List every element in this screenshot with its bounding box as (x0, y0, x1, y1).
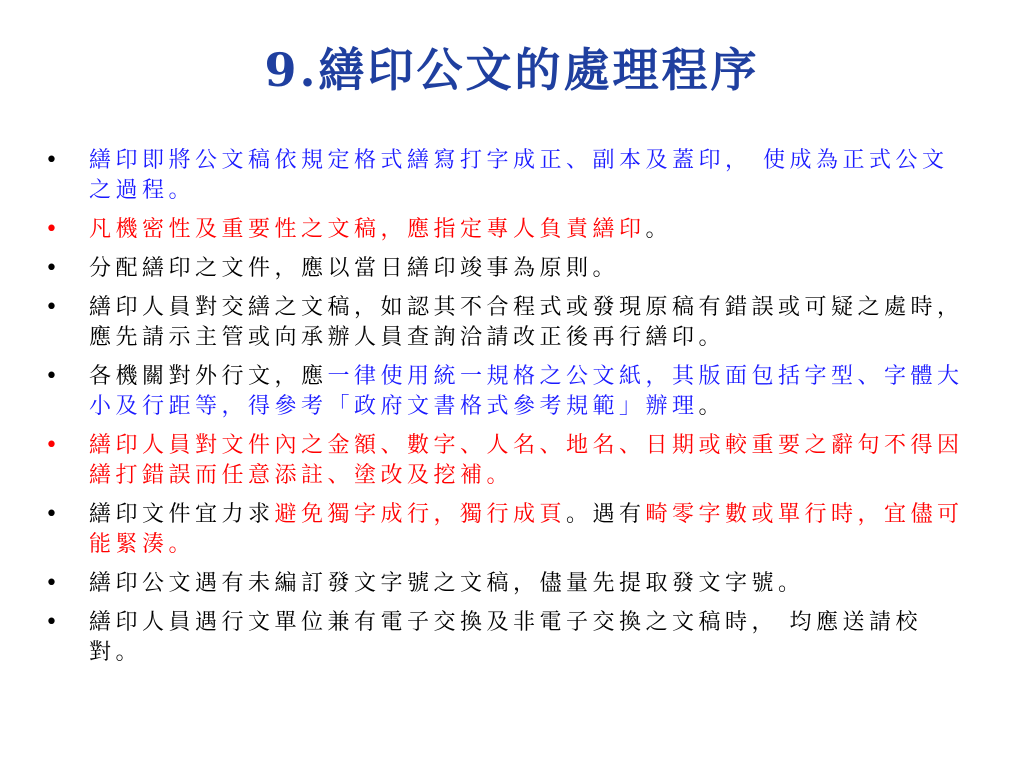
bullet-item (45, 500, 970, 560)
bullet-text: 一律使用統一規格之公文紙，其版面包括字型、字體大小及行距等，得參考「政府文書格式參考規範」辦理 (89, 364, 964, 419)
bullet-dot-icon: • (45, 217, 63, 242)
bullet-text: 凡機密性及重要性之文稿，應指定專人負責繕印 (89, 217, 646, 242)
bullet-item (45, 608, 970, 668)
bullet-item (45, 254, 970, 284)
bullet-dot-icon: • (45, 610, 63, 635)
bullet-text: 各機關對外行文，應 (89, 364, 328, 389)
bullet-item (45, 569, 970, 599)
slide-title: 9.繕印公文的處理程序 (264, 43, 760, 97)
bullet-text: 畸零字數或單行時，宜儘可能緊湊。 (89, 502, 964, 557)
bullet-dot-icon: • (45, 364, 63, 389)
bullet-text: 繕印文件宜力求 (89, 502, 275, 527)
bullet-item (45, 293, 970, 353)
bullet-text: 繕印人員對文件內之金額、數字、人名、地名、日期或較重要之辭句不得因繕打錯誤而任意添註、塗改及挖補。 (89, 433, 964, 488)
bullet-text: 避免獨字成行，獨行成頁 (274, 502, 567, 527)
bullet-text: 分配繕印之文件，應以當日繕印竣事為原則。 (89, 256, 620, 281)
bullet-text: 繕印人員遇行文單位兼有電子交換及非電子交換之文稿時， 均應送請校對。 (89, 610, 922, 665)
bullet-text: 繕印公文遇有未編訂發文字號之文稿，儘量先提取發文字號。 (89, 571, 805, 596)
bullet-dot-icon: • (45, 571, 63, 596)
bullet-dot-icon: • (45, 256, 63, 281)
bullet-dot-icon: • (45, 433, 63, 458)
bullet-text: 。遇有 (566, 502, 646, 527)
bullet-dot-icon: • (45, 295, 63, 320)
bullet-dot-icon: • (45, 502, 63, 527)
bullet-item (45, 431, 970, 491)
bullet-item (45, 146, 970, 206)
bullet-item (45, 362, 970, 422)
bullet-text: 。 (645, 217, 673, 242)
bullet-item (45, 215, 970, 245)
bullet-text: 。 (698, 394, 726, 419)
bullet-text: 繕印即將公文稿依規定格式繕寫打字成正、副本及蓋印， 使成為正式公文之過程。 (89, 148, 949, 203)
bullet-dot-icon: • (45, 148, 63, 173)
bullet-text: 繕印人員對交繕之文稿，如認其不合程式或發現原稿有錯誤或可疑之處時，應先請示主管或向承辦人員查詢洽請改正後再行繕印。 (89, 295, 964, 350)
bullet-list (45, 146, 970, 677)
